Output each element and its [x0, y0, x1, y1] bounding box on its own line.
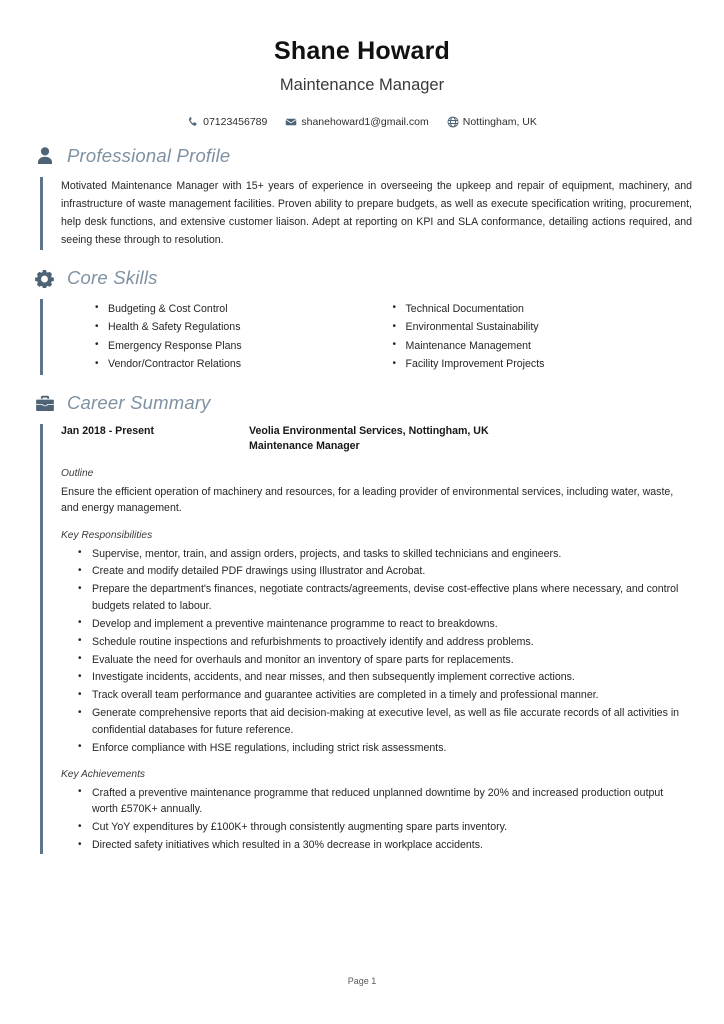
globe-icon: [447, 116, 459, 128]
section-body-profile: [40, 177, 696, 250]
skills-column-right: [379, 301, 697, 375]
responsibilities-list: [61, 546, 696, 756]
contact-phone-text: 07123456789: [203, 115, 268, 128]
contact-location-text: Nottingham, UK: [462, 115, 537, 128]
envelope-icon: [285, 116, 297, 128]
section-title-career: Career Summary: [67, 392, 211, 414]
achievements-label: Key Achievements: [61, 768, 145, 780]
contact-row: [0, 116, 724, 128]
section-career-summary: [0, 393, 724, 854]
job-employer: Veolia Environmental Services, Nottingham, UK: [249, 425, 489, 438]
list-item: • Enforce compliance with HSE regulations, including strict risk assessments.: [61, 740, 696, 756]
list-item: • Environmental Sustainability: [393, 319, 697, 335]
list-item: • Emergency Response Plans: [95, 338, 379, 354]
job-role: Maintenance Manager: [249, 440, 360, 453]
outline-text: Ensure the efficient operation of machinery and resources, for a leading provider of environmental services, including water, waste, and energy management.: [61, 485, 674, 515]
page-footer: [0, 976, 724, 986]
contact-email[interactable]: [285, 116, 428, 128]
gear-icon: [34, 268, 55, 289]
profile-summary-text: Motivated Maintenance Manager with 15+ years of experience in overseeing the upkeep and repair of equipment, machinery, and infrastructure of waste management facilities. Proven ability to prepare budgets, as well as execute specification writing, procurement, help desk functions, and extensive customer liaison. Adept at reporting on KPI and SLA conformance, detailing actions required, and seeing these through to resolution.: [61, 179, 692, 247]
list-item: • Directed safety initiatives which resulted in a 30% decrease in workplace accidents.: [61, 837, 696, 853]
responsibilities-label: Key Responsibilities: [61, 529, 153, 541]
list-item: • Maintenance Management: [393, 338, 697, 354]
section-professional-profile: [0, 146, 724, 250]
page-number-label: Page 1: [347, 976, 377, 986]
list-item: • Vendor/Contractor Relations: [95, 356, 379, 372]
list-item: • Budgeting & Cost Control: [95, 301, 379, 317]
resume-header: [0, 0, 724, 128]
list-item: • Schedule routine inspections and refurbishments to proactively identify and address problems.: [61, 634, 696, 650]
list-item: • Health & Safety Regulations: [95, 319, 379, 335]
list-item: • Develop and implement a preventive maintenance programme to react to breakdowns.: [61, 616, 696, 632]
person-icon: [34, 146, 55, 167]
job-dates: Jan 2018 - Present: [61, 425, 155, 438]
list-item: • Track overall team performance and guarantee activities are completed in a timely and professional manner.: [61, 687, 696, 703]
section-body-career: [40, 424, 696, 854]
job-header-row: [61, 424, 696, 455]
section-core-skills: [0, 268, 724, 375]
list-item: • Generate comprehensive reports that aid decision-making at executive level, as well as file accurate records of all activities in confidential databases for future reference.: [61, 705, 696, 738]
candidate-job-title: Maintenance Manager: [279, 76, 445, 94]
section-header-skills: [28, 268, 696, 289]
phone-icon: [187, 116, 199, 128]
list-item: • Facility Improvement Projects: [393, 356, 697, 372]
briefcase-icon: [34, 393, 55, 414]
contact-email-text: shanehoward1@gmail.com: [301, 115, 429, 128]
section-header-career: [28, 393, 696, 414]
candidate-name: Shane Howard: [273, 37, 451, 65]
list-item: • Technical Documentation: [393, 301, 697, 317]
section-header-profile: [28, 146, 696, 167]
job-employer-block: [249, 424, 696, 455]
section-title-skills: Core Skills: [67, 267, 158, 288]
section-body-skills: [40, 299, 696, 375]
achievements-list: [61, 785, 696, 854]
list-item: • Investigate incidents, accidents, and near misses, and then subsequently implement corrective actions.: [61, 669, 696, 685]
list-item: • Cut YoY expenditures by £100K+ through consistently augmenting spare parts inventory.: [61, 819, 696, 835]
list-item: • Crafted a preventive maintenance programme that reduced unplanned downtime by 20% and increased production output worth £570K+ annually.: [61, 785, 696, 818]
contact-phone[interactable]: [187, 116, 267, 128]
outline-label: Outline: [61, 467, 94, 479]
contact-location[interactable]: [447, 116, 537, 128]
section-title-profile: Professional Profile: [67, 145, 231, 167]
skills-columns: [61, 299, 696, 375]
list-item: • Create and modify detailed PDF drawings using Illustrator and Acrobat.: [61, 563, 696, 579]
list-item: • Evaluate the need for overhauls and monitor an inventory of spare parts for replacements.: [61, 652, 696, 668]
list-item: • Supervise, mentor, train, and assign orders, projects, and tasks to skilled technicians and engineers.: [61, 546, 696, 562]
skills-column-left: [61, 301, 379, 375]
list-item: • Prepare the department's finances, negotiate contracts/agreements, devise cost-effective plans where necessary, and control budgets related to labour.: [61, 581, 696, 614]
